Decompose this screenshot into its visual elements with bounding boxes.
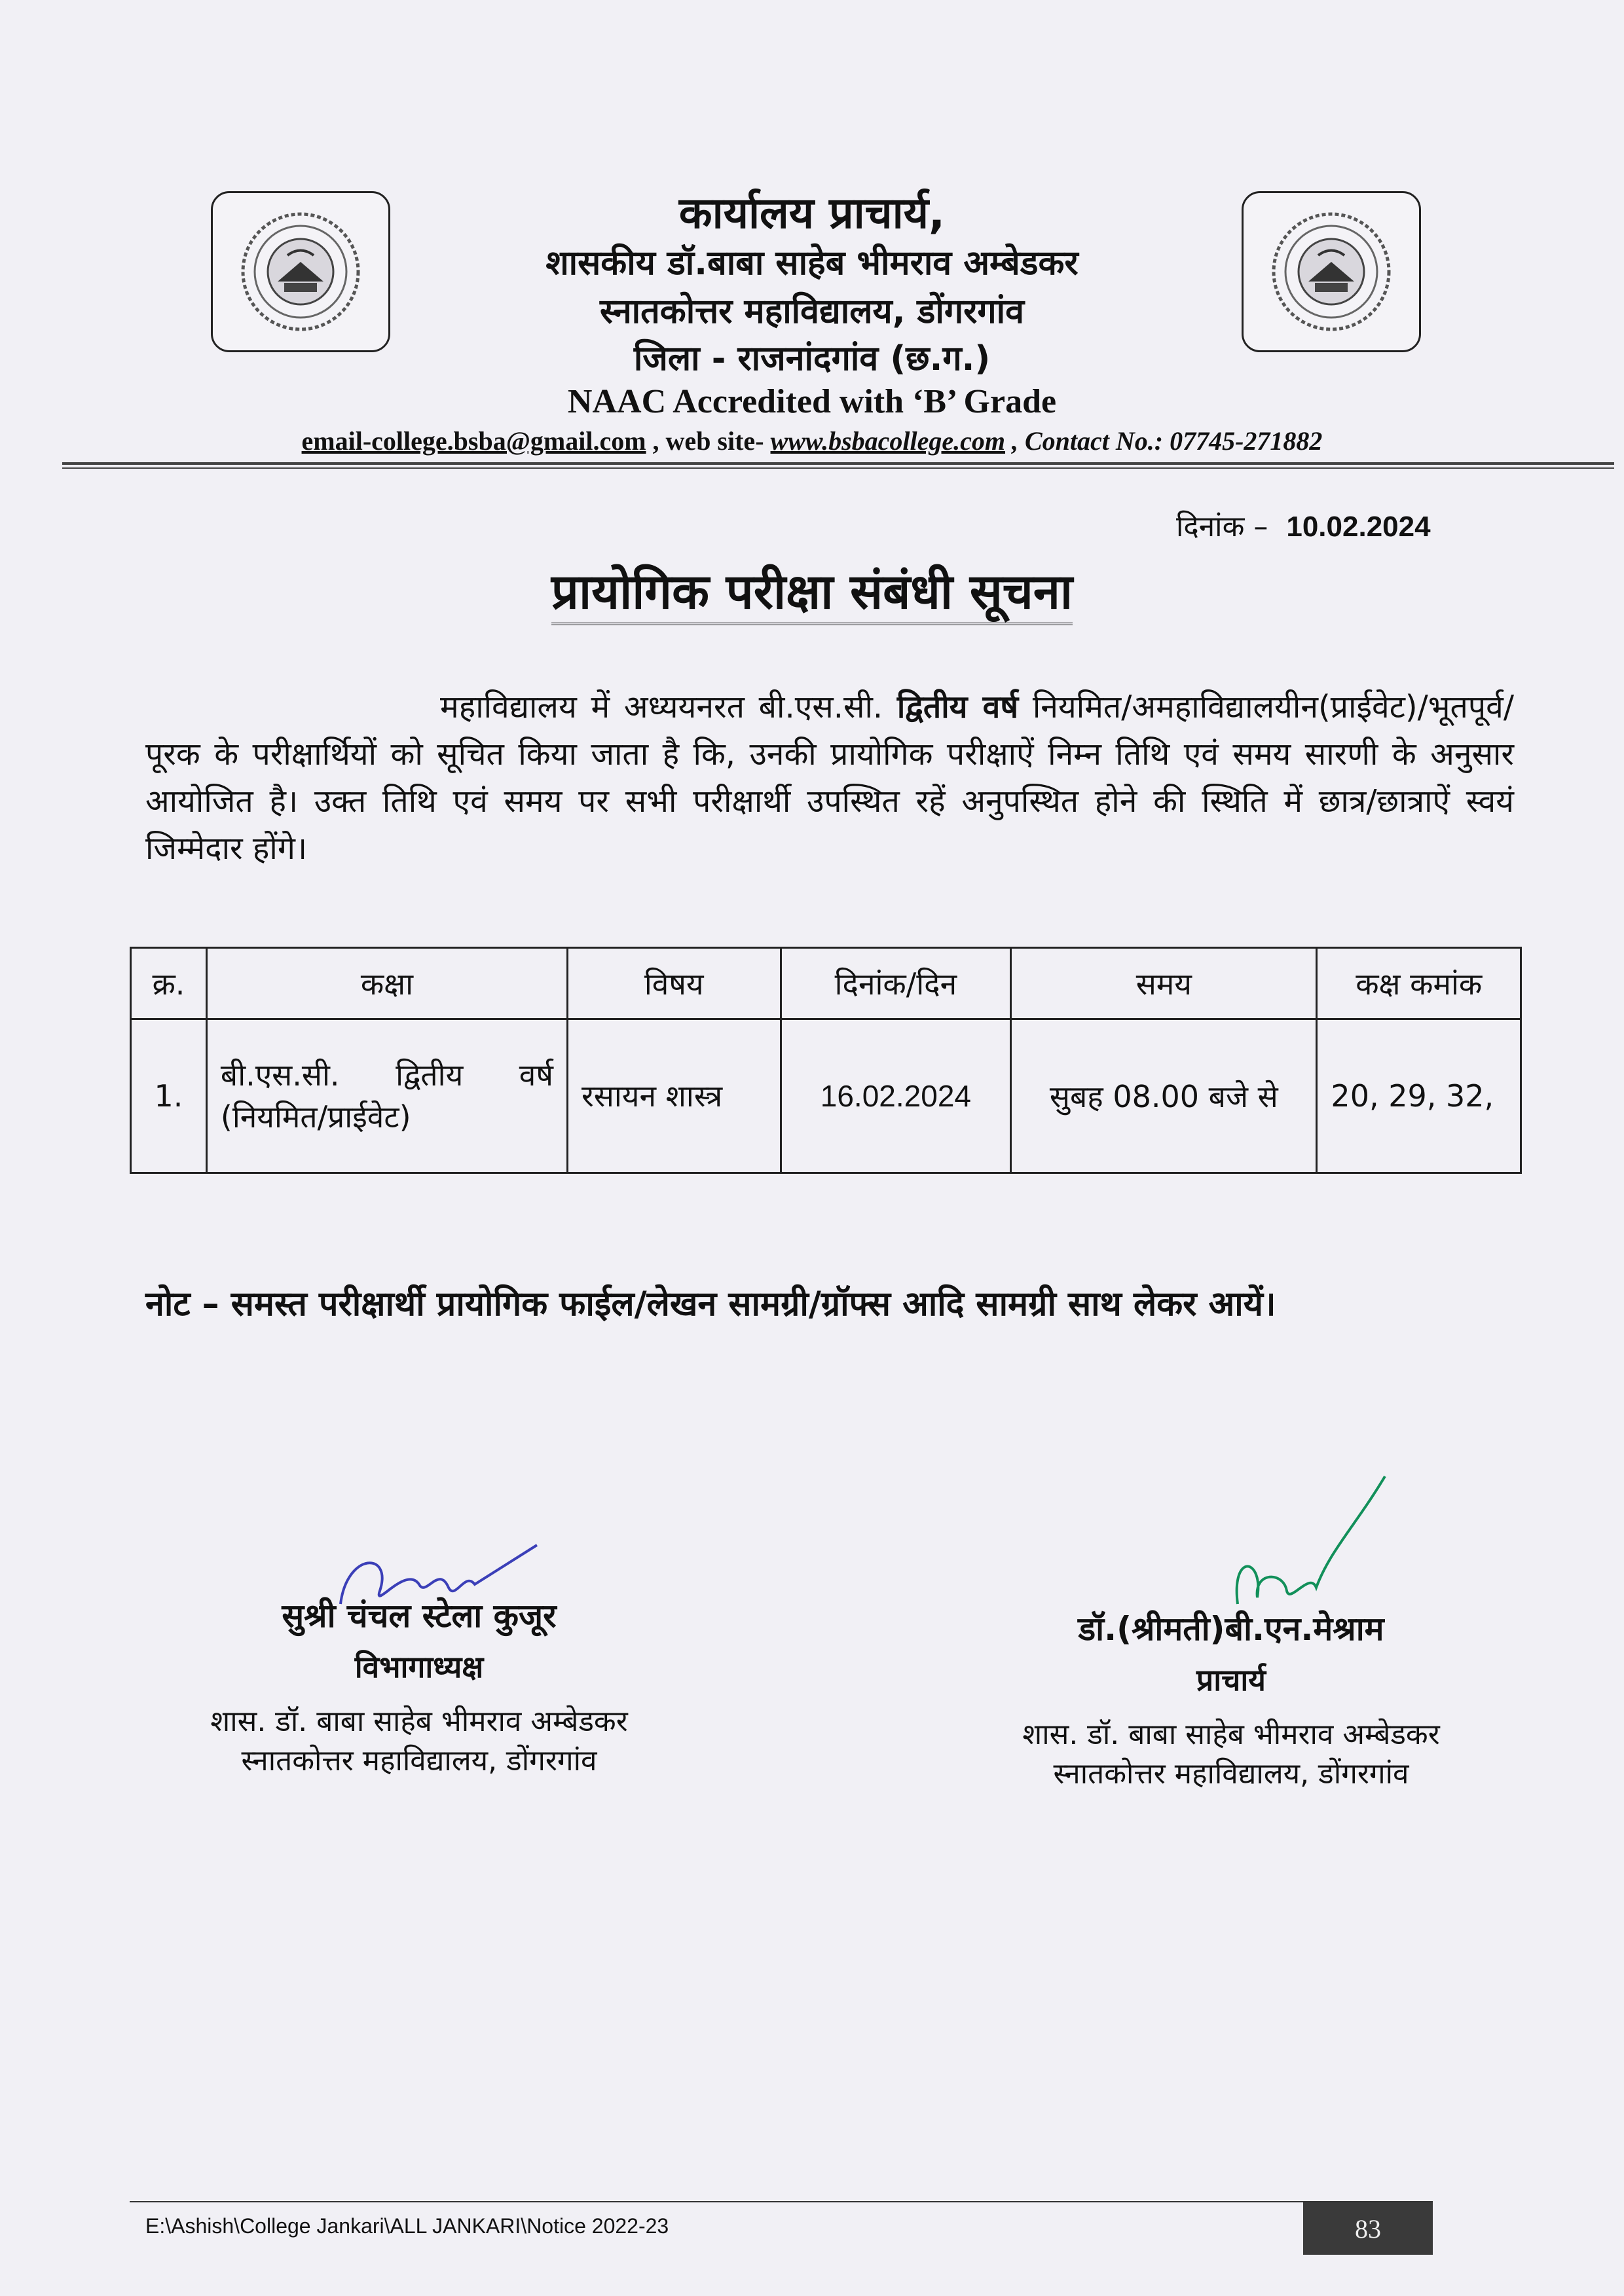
col-subject: विषय (567, 948, 781, 1019)
date-value: 10.02.2024 (1286, 511, 1431, 543)
header-rule (62, 462, 1614, 465)
col-time: समय (1011, 948, 1317, 1019)
cell-class: बी.एस.सी. द्वितीय वर्ष (नियमित/प्राईवेट) (206, 1019, 567, 1173)
table-header-row (131, 948, 1521, 1019)
college-name-line: शासकीय डॉ.बाबा साहेब भीमराव अम्बेडकर (545, 244, 1079, 283)
contact-line (0, 426, 1624, 456)
schedule-table (130, 947, 1522, 1174)
contact-number: , Contact No.: 07745-271882 (1012, 426, 1323, 456)
left-signatory-address (196, 1702, 642, 1781)
website-label: , web site- (652, 426, 764, 456)
notice-title (0, 556, 1624, 623)
col-serial: क्र. (131, 948, 207, 1019)
college-name-line2: स्नातकोत्तर महाविद्यालय, डोंगरगांव (599, 292, 1025, 331)
cell-date: 16.02.2024 (781, 1019, 1011, 1173)
notice-paragraph (145, 683, 1514, 872)
header-rule-thin (62, 467, 1614, 469)
right-signature (1237, 1476, 1385, 1604)
office-title: कार्यालय प्राचार्य, (678, 188, 946, 238)
right-signatory (982, 1605, 1480, 1794)
table-row (131, 1019, 1521, 1173)
website-link[interactable]: www.bsbacollege.com (770, 426, 1005, 456)
paragraph-intro: महाविद्यालय में अध्ययनरत बी.एस.सी. (440, 689, 883, 725)
right-address-line2: स्नातकोत्तर महाविद्यालय, डोंगरगांव (1053, 1757, 1409, 1791)
cell-subject: रसायन शास्त्र (567, 1019, 781, 1173)
left-signatory-name: सुश्री चंचल स्टेला कुजूर (282, 1597, 557, 1635)
paragraph-body: नियमित/अमहाविद्यालयीन(प्राईवेट)/भूतपूर्व/पूरक के परीक्षार्थियों को सूचित किया जाता है कि, उनकी प्रायोगिक परीक्षाऐं निम्न तिथि एवं समय सारणी के अनुसार आयोजित है। उक्त तिथि एवं समय पर सभी परीक्षार्थी उपस्थित रहें अनुपस्थित होने की स्थिति में छात्र/छात्राऐं स्वयं जिम्मेदार होंगे। (145, 689, 1515, 867)
notice-title-text: प्रायोगिक परीक्षा संबंधी सूचना (551, 564, 1073, 625)
right-address-line1: शास. डॉ. बाबा साहेब भीमराव अम्बेडकर (1022, 1718, 1440, 1751)
note-text: नोट – समस्त परीक्षार्थी प्रायोगिक फाईल/लेखन सामग्री/ग्रॉफ्स आदि सामग्री साथ लेकर आयें। (145, 1285, 1276, 1324)
footer-rule (130, 2201, 1433, 2202)
paragraph-year: द्वितीय वर्ष (896, 689, 1019, 725)
col-class: कक्षा (206, 948, 567, 1019)
naac-accreditation: NAAC Accredited with ‘B’ Grade (567, 383, 1057, 420)
cell-serial: 1. (131, 1019, 207, 1173)
left-signatory (196, 1592, 642, 1781)
left-address-line1: शास. डॉ. बाबा साहेब भीमराव अम्बेडकर (210, 1705, 628, 1738)
date-label: दिनांक – (1176, 510, 1268, 543)
cell-time: सुबह 08.00 बजे से (1011, 1019, 1317, 1173)
page-number: 83 (1303, 2202, 1433, 2255)
date-line (1176, 505, 1431, 545)
left-signatory-role: विभागाध्यक्ष (354, 1649, 484, 1685)
col-room: कक्ष कमांक (1317, 948, 1521, 1019)
right-signatory-role: प्राचार्य (1196, 1662, 1266, 1698)
footer-path: E:\Ashish\College Jankari\ALL JANKARI\Notice 2022-23 (145, 2214, 669, 2238)
col-date: दिनांक/दिन (781, 948, 1011, 1019)
email-link[interactable]: email-college.bsba@gmail.com (301, 426, 646, 456)
district-line: जिला - राजनांदगांव (छ.ग.) (633, 339, 991, 378)
right-signatory-name: डॉ.(श्रीमती)बी.एन.मेश्राम (1078, 1610, 1384, 1648)
right-signatory-address (982, 1715, 1480, 1794)
cell-rooms: 20, 29, 32, (1317, 1019, 1521, 1173)
left-address-line2: स्नातकोत्तर महाविद्यालय, डोंगरगांव (241, 1744, 597, 1777)
